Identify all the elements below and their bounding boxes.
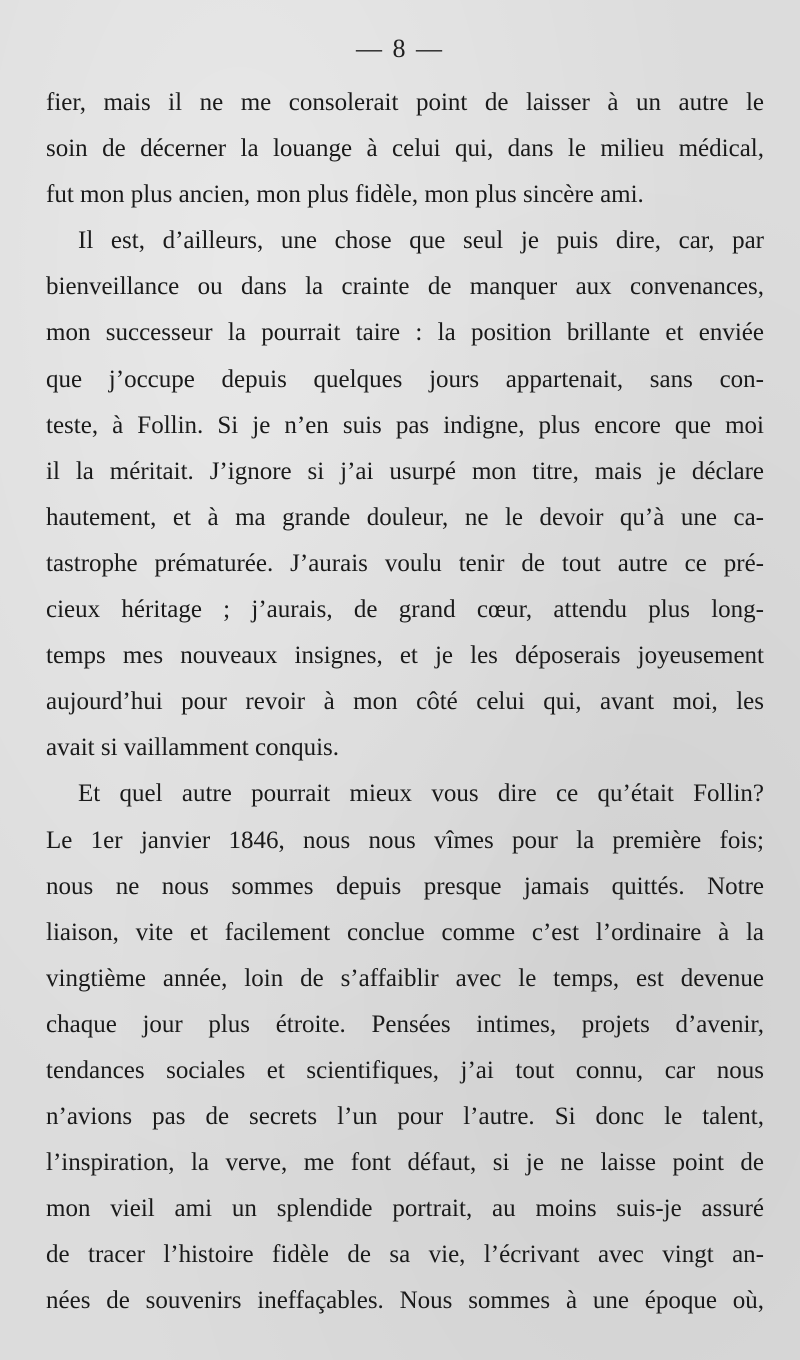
text-line: chaque jour plus étroite. Pensées intimes, projets d’avenir,: [46, 1010, 764, 1038]
text-line: fut mon plus ancien, mon plus fidèle, mon plus sincère ami.: [46, 181, 644, 209]
text-line: nous ne nous sommes depuis presque jamais quittés. Notre: [46, 872, 764, 900]
text-line: Et quel autre pourrait mieux vous dire ce qu’était Follin?: [78, 780, 764, 808]
text-line: tastrophe prématurée. J’aurais voulu tenir de tout autre ce pré-: [46, 549, 764, 577]
text-line: temps mes nouveaux insignes, et je les déposerais joyeusement: [46, 642, 764, 670]
text-line: Le 1er janvier 1846, nous nous vîmes pour la première fois;: [46, 826, 764, 854]
text-line: cieux héritage ; j’aurais, de grand cœur, attendu plus long-: [46, 596, 764, 624]
text-line: hautement, et à ma grande douleur, ne le devoir qu’à une ca-: [46, 503, 764, 531]
text-line: nées de souvenirs ineffaçables. Nous sommes à une époque où,: [46, 1287, 764, 1315]
text-line: il la méritait. J’ignore si j’ai usurpé mon titre, mais je déclare: [46, 457, 764, 485]
text-line: que j’occupe depuis quelques jours appartenait, sans con-: [46, 365, 764, 393]
text-line: Il est, d’ailleurs, une chose que seul je puis dire, car, par: [78, 227, 764, 255]
text-line: l’inspiration, la verve, me font défaut, si je ne laisse point de: [46, 1149, 764, 1177]
text-line: mon vieil ami un splendide portrait, au moins suis-je assuré: [46, 1195, 764, 1223]
text-line: teste, à Follin. Si je n’en suis pas indigne, plus encore que moi: [46, 411, 764, 439]
text-line: bienveillance ou dans la crainte de manquer aux convenances,: [46, 273, 764, 301]
text-line: mon successeur la pourrait taire : la position brillante et enviée: [46, 319, 764, 347]
text-line: vingtième année, loin de s’affaiblir avec le temps, est devenue: [46, 964, 764, 992]
text-line: de tracer l’histoire fidèle de sa vie, l’écrivant avec vingt an-: [46, 1241, 764, 1269]
text-line: soin de décerner la louange à celui qui, dans le milieu médical,: [46, 135, 764, 163]
text-line: liaison, vite et facilement conclue comme c’est l’ordinaire à la: [46, 918, 764, 946]
text-line: fier, mais il ne me consolerait point de laisser à un autre le: [46, 89, 764, 116]
text-line: n’avions pas de secrets l’un pour l’autre. Si donc le talent,: [46, 1103, 764, 1131]
body-text: [46, 80, 764, 1325]
page-number: — 8 —: [356, 34, 444, 63]
text-line: avait si vaillamment conquis.: [46, 734, 339, 762]
text-line: aujourd’hui pour revoir à mon côté celui qui, avant moi, les: [46, 688, 764, 716]
text-line: tendances sociales et scientifiques, j’ai tout connu, car nous: [46, 1056, 764, 1084]
